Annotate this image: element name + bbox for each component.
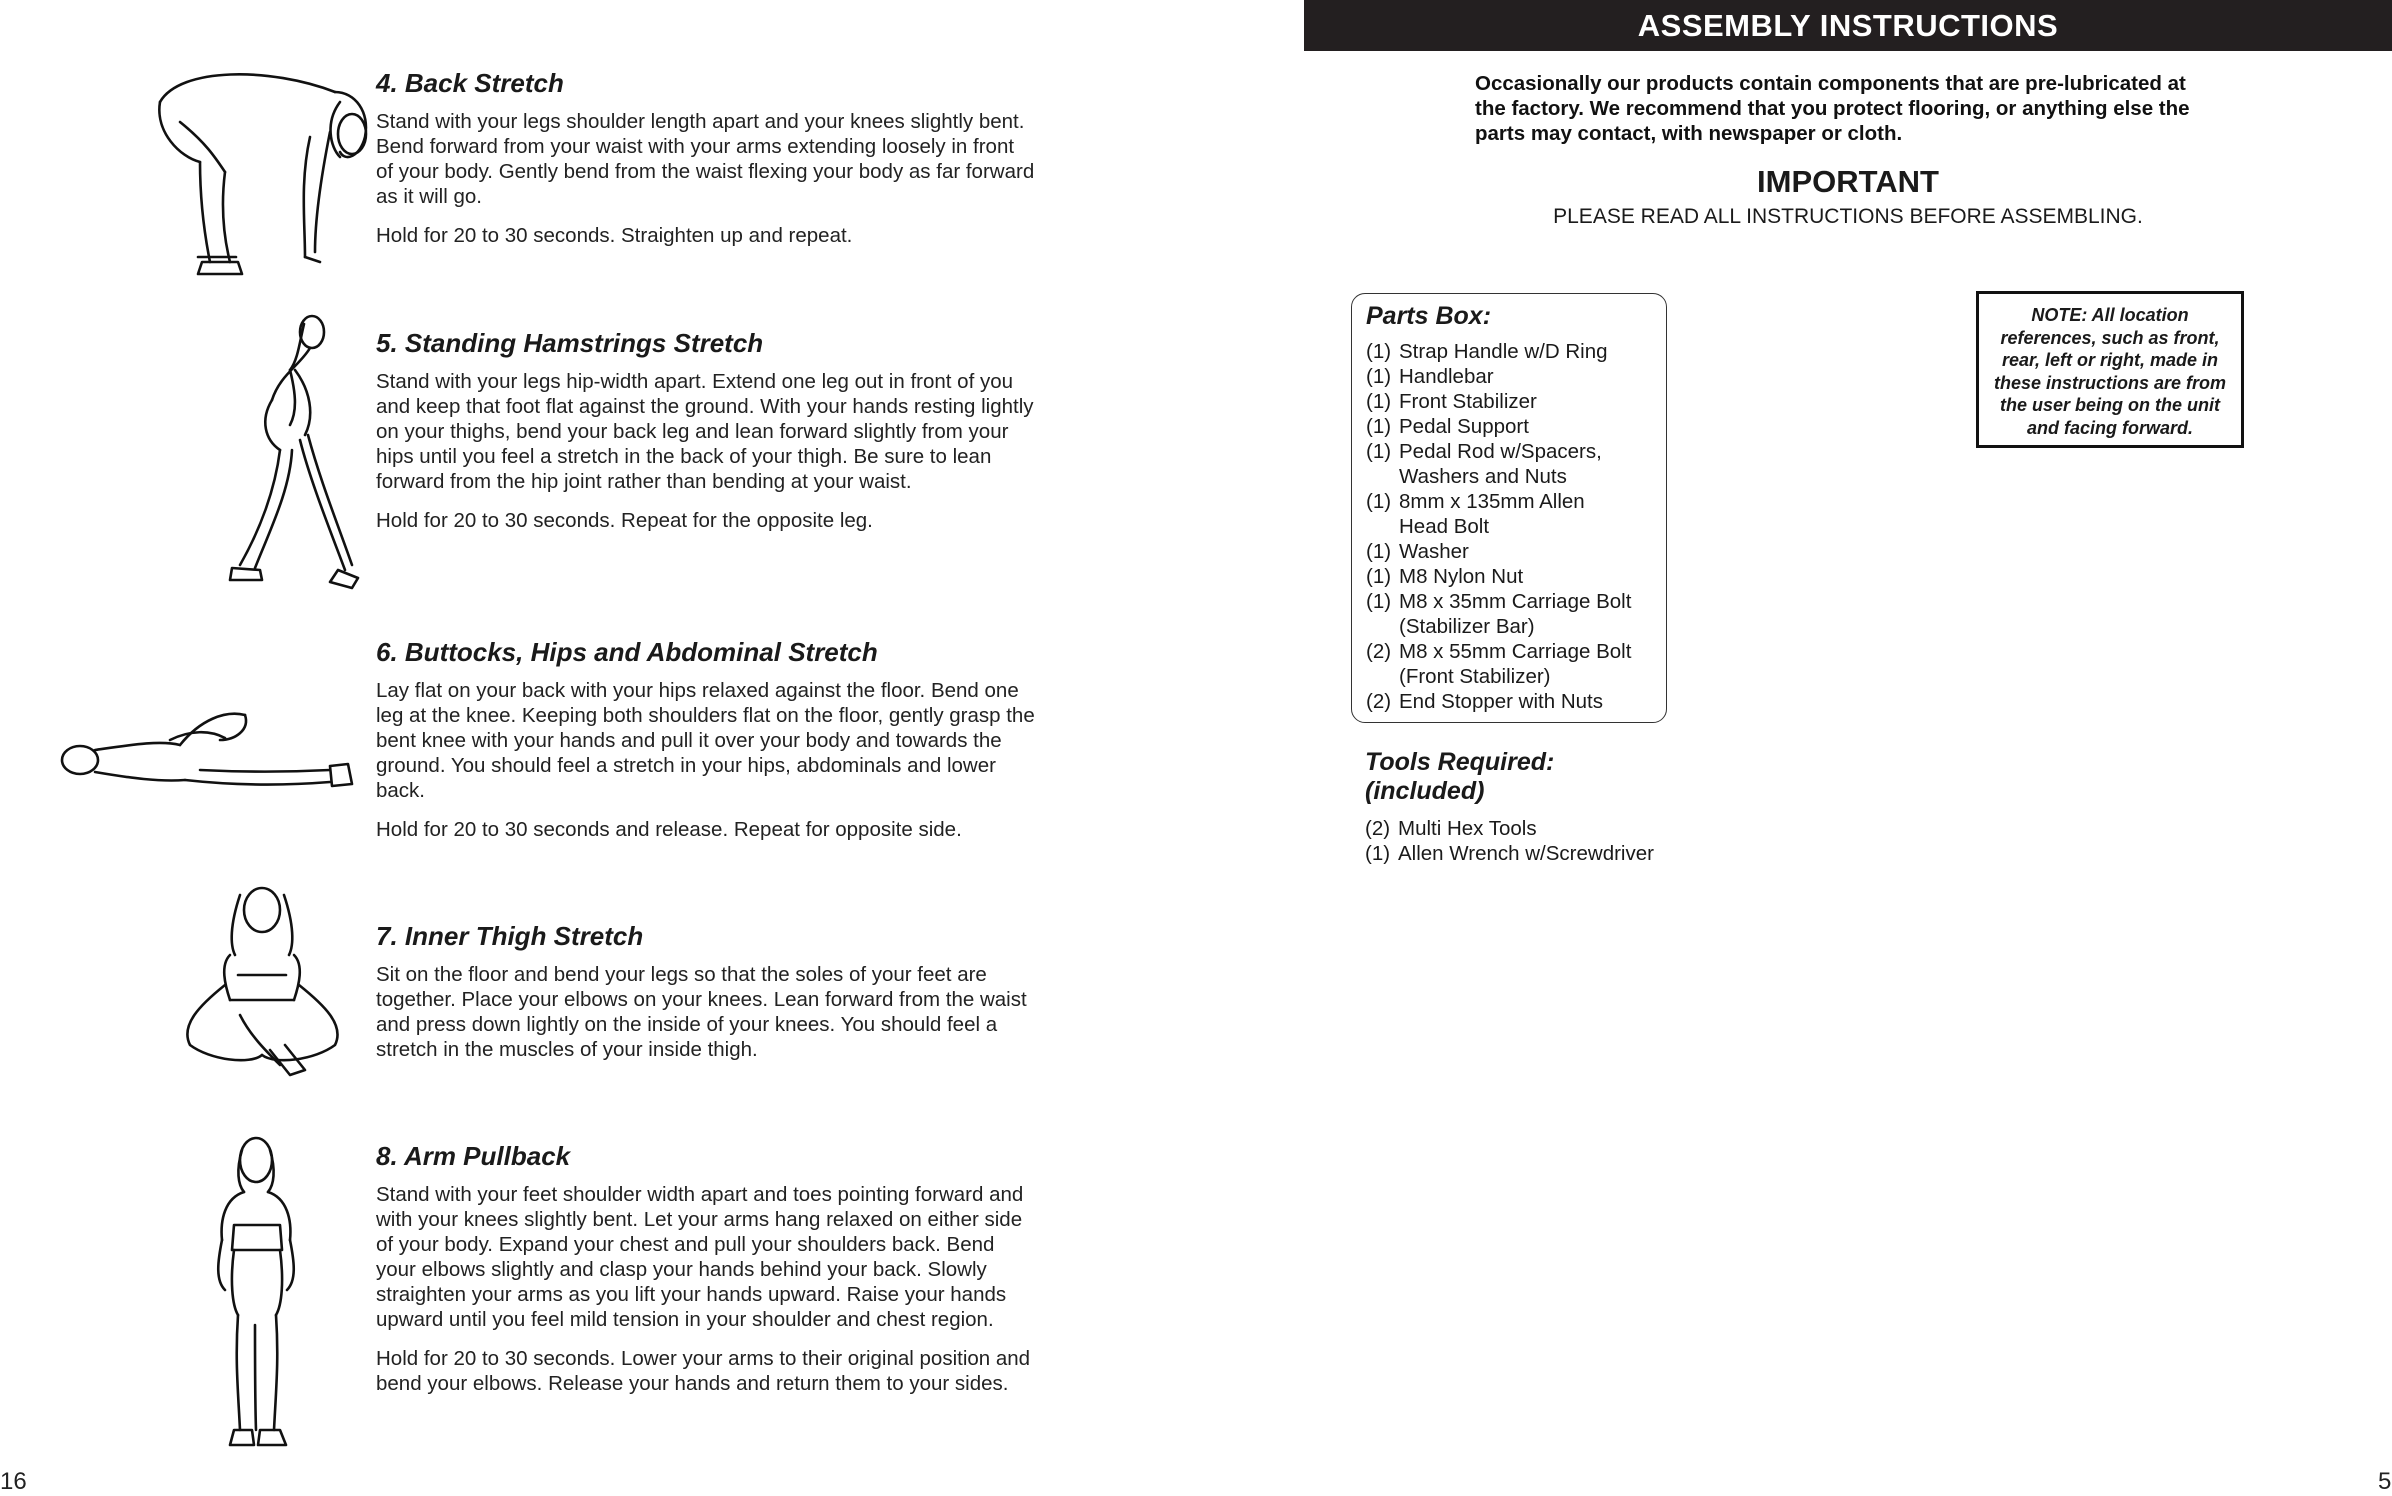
exercise-standing-hamstrings: [376, 328, 1036, 547]
part-quantity: (2): [1366, 640, 1392, 663]
part-label: [1399, 439, 1602, 489]
page-number-left: 16: [0, 1468, 27, 1495]
arm-pullback-illustration: [200, 1130, 310, 1475]
tool-label: Multi Hex Tools: [1398, 817, 1537, 840]
exercise-paragraph: Hold for 20 to 30 seconds. Straighten up and repeat.: [376, 224, 853, 247]
lying-stretch-illustration: [50, 700, 360, 800]
part-label-line: Strap Handle w/D Ring: [1399, 340, 1608, 363]
exercise-paragraph: Lay flat on your back with your hips relaxed against the floor. Bend one leg at the knee. Keeping both shoulders flat on the floor, gently grasp the bent knee with your hands and pull it over your body and towards the ground. You should feel a stretch in your hips, abdominals and lower back.: [376, 679, 1035, 802]
parts-list-item: [1366, 389, 1666, 414]
important-title: IMPORTANT: [1757, 164, 1939, 199]
part-label: [1399, 414, 1529, 439]
part-quantity: (1): [1366, 365, 1392, 388]
part-label-line: Head Bolt: [1399, 515, 1490, 538]
exercise-title: 6. Buttocks, Hips and Abdominal Stretch: [376, 637, 878, 667]
exercise-title: 7. Inner Thigh Stretch: [376, 921, 644, 951]
intro-text: Occasionally our products contain components that are pre-lubricated at the factory. We recommend that you protect flooring, or anything else the parts may contact, with newspaper or cloth.: [1475, 72, 2190, 145]
part-label: [1399, 589, 1631, 639]
part-label-line: M8 x 55mm Carriage Bolt: [1399, 640, 1632, 663]
part-label-line: M8 x 35mm Carriage Bolt: [1399, 590, 1632, 613]
exercise-paragraph: Stand with your feet shoulder width apart and toes pointing forward and with your knees slightly bent. Let your arms hang relaxed on either side of your body. Expand your chest and pull your shoulders back. Bend your elbows slightly and clasp your hands behind your back. Slowly straighten your arms as you lift your hands upward. Raise your hands upward until you feel mild tension in your shoulder and chest region.: [376, 1183, 1024, 1331]
part-label-line: Pedal Support: [1399, 415, 1529, 438]
tools-title: [1365, 748, 1725, 806]
parts-list-item: [1366, 639, 1666, 689]
tools-list-item: [1365, 841, 1725, 866]
part-label-line: 8mm x 135mm Allen: [1399, 490, 1585, 513]
part-label-line: Pedal Rod w/Spacers,: [1399, 440, 1602, 463]
exercise-back-stretch: [376, 68, 1036, 262]
part-label-line: Washer: [1399, 540, 1469, 563]
page-number-right: 5: [2378, 1468, 2392, 1495]
part-quantity: (1): [1366, 390, 1392, 413]
location-note: NOTE: All location references, such as front, rear, left or right, made in these instructions are from the user being on the unit and facing forward.: [1976, 291, 2244, 448]
right-page: [1196, 0, 2392, 1493]
exercise-title: 8. Arm Pullback: [376, 1141, 571, 1171]
part-quantity: (1): [1366, 490, 1392, 513]
exercise-inner-thigh: [376, 921, 1036, 1076]
parts-list-item: [1366, 489, 1666, 539]
back-stretch-illustration: [140, 62, 390, 282]
exercise-paragraph: Hold for 20 to 30 seconds. Lower your arms to their original position and bend your elbows. Release your hands and return them to your sides.: [376, 1347, 1031, 1395]
part-label: [1399, 364, 1494, 389]
parts-list-item: [1366, 564, 1666, 589]
parts-box-title: Parts Box:: [1366, 302, 1492, 330]
assembly-banner: ASSEMBLY INSTRUCTIONS: [1304, 0, 2392, 51]
left-page: [0, 0, 1196, 1493]
part-label: [1399, 389, 1537, 414]
parts-list-item: [1366, 414, 1666, 439]
part-label: [1399, 639, 1631, 689]
tools-title-line1: Tools Required:: [1365, 748, 1555, 776]
parts-list-item: [1366, 364, 1666, 389]
part-label-line: (Front Stabilizer): [1399, 665, 1551, 688]
part-quantity: (1): [1366, 440, 1392, 463]
parts-list-item: [1366, 689, 1666, 714]
exercise-title: 5. Standing Hamstrings Stretch: [376, 328, 764, 358]
tool-label: Allen Wrench w/Screwdriver: [1398, 842, 1654, 865]
tools-required: [1365, 748, 1725, 866]
tools-list: [1365, 816, 1725, 866]
tools-title-line2: (included): [1365, 777, 1485, 805]
exercise-title: 4. Back Stretch: [376, 68, 564, 98]
part-label: [1399, 489, 1585, 539]
inner-thigh-illustration: [170, 875, 355, 1090]
exercise-paragraph: Hold for 20 to 30 seconds. Repeat for the opposite leg.: [376, 509, 873, 532]
part-label: [1399, 564, 1523, 589]
important-text: PLEASE READ ALL INSTRUCTIONS BEFORE ASSEMBLING.: [1553, 205, 2143, 228]
part-quantity: (1): [1366, 540, 1392, 563]
part-quantity: (1): [1366, 340, 1392, 363]
exercise-paragraph: Stand with your legs hip-width apart. Extend one leg out in front of you and keep that foot flat against the ground. With your hands resting lightly on your thighs, bend your back leg and lean forward slightly from your hips until you feel a stretch in the back of your thigh. Be sure to lean forward from the hip joint rather than bending at your waist.: [376, 370, 1034, 493]
exercise-paragraph: Hold for 20 to 30 seconds and release. Repeat for opposite side.: [376, 818, 962, 841]
tool-quantity: (1): [1365, 842, 1391, 865]
part-label-line: (Stabilizer Bar): [1399, 615, 1535, 638]
exercise-paragraph: Sit on the floor and bend your legs so that the soles of your feet are together. Place your elbows on your knees. Lean forward from the waist and press down lightly on the inside of your knees. You should feel a stretch in the muscles of your inside thigh.: [376, 963, 1027, 1061]
part-label-line: Handlebar: [1399, 365, 1494, 388]
parts-list-item: [1366, 589, 1666, 639]
part-label-line: Front Stabilizer: [1399, 390, 1537, 413]
parts-list-item: [1366, 339, 1666, 364]
exercise-buttocks-hips-abdominal: [376, 637, 1036, 856]
part-label: [1399, 689, 1603, 714]
part-label: [1399, 539, 1469, 564]
parts-list-item: [1366, 539, 1666, 564]
parts-list: [1366, 339, 1666, 714]
part-label-line: End Stopper with Nuts: [1399, 690, 1603, 713]
parts-box: [1351, 293, 1667, 723]
parts-list-item: [1366, 439, 1666, 489]
part-quantity: (1): [1366, 415, 1392, 438]
part-label-line: Washers and Nuts: [1399, 465, 1567, 488]
exercise-arm-pullback: [376, 1141, 1036, 1410]
part-label-line: M8 Nylon Nut: [1399, 565, 1524, 588]
standing-hamstrings-illustration: [220, 310, 360, 600]
part-quantity: (2): [1366, 690, 1392, 713]
part-quantity: (1): [1366, 590, 1392, 613]
part-quantity: (1): [1366, 565, 1392, 588]
tools-list-item: [1365, 816, 1725, 841]
part-label: [1399, 339, 1608, 364]
tool-quantity: (2): [1365, 817, 1391, 840]
exercise-paragraph: Stand with your legs shoulder length apart and your knees slightly bent. Bend forward from your waist with your arms extending loosely in front of your body. Gently bend from the waist flexing your body as far forward as it will go.: [376, 110, 1035, 208]
